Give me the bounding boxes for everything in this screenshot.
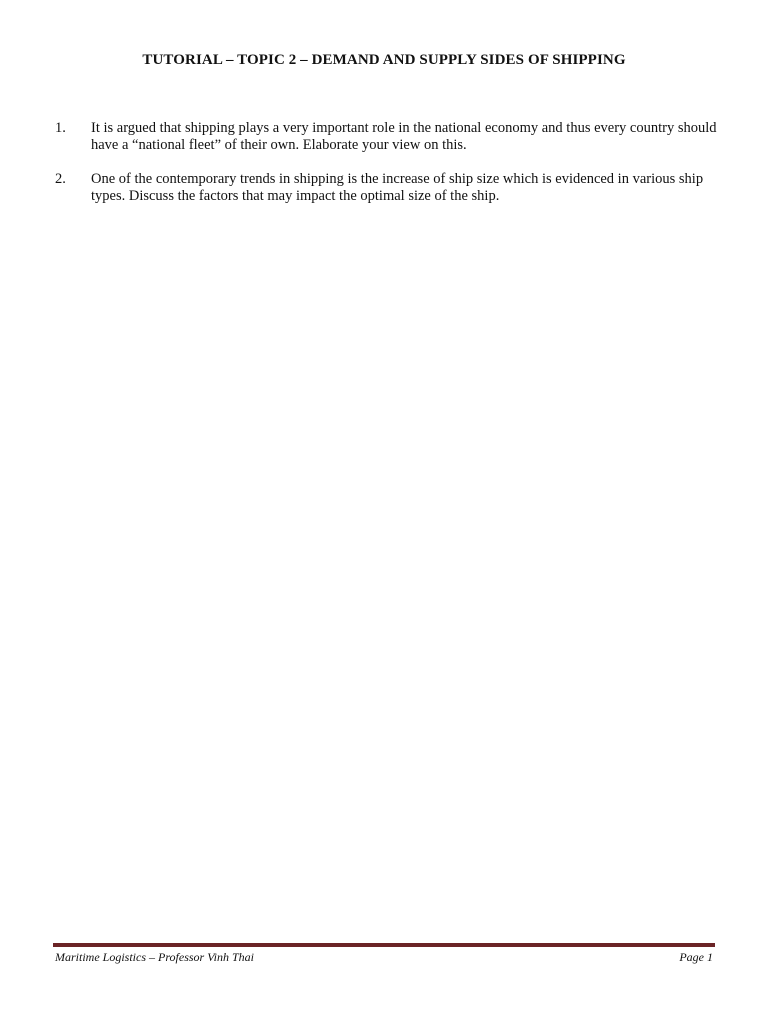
footer-divider — [53, 943, 715, 947]
question-number: 2. — [55, 171, 66, 187]
question-2 — [55, 171, 720, 205]
question-text: It is argued that shipping plays a very important role in the national economy and thus every country should have a “national fleet” of their own. Elaborate your view on this. — [91, 120, 717, 153]
question-number: 1. — [55, 120, 66, 136]
footer-page-number: Page 1 — [679, 950, 713, 964]
question-1 — [55, 120, 720, 154]
footer-course-label: Maritime Logistics – Professor Vinh Thai — [55, 950, 255, 964]
question-text: One of the contemporary trends in shipping is the increase of ship size which is evidenced in various ship types. Discuss the factors that may impact the optimal size of the ship. — [91, 171, 704, 204]
page-title: TUTORIAL – TOPIC 2 – DEMAND AND SUPPLY SIDES OF SHIPPING — [142, 52, 626, 68]
